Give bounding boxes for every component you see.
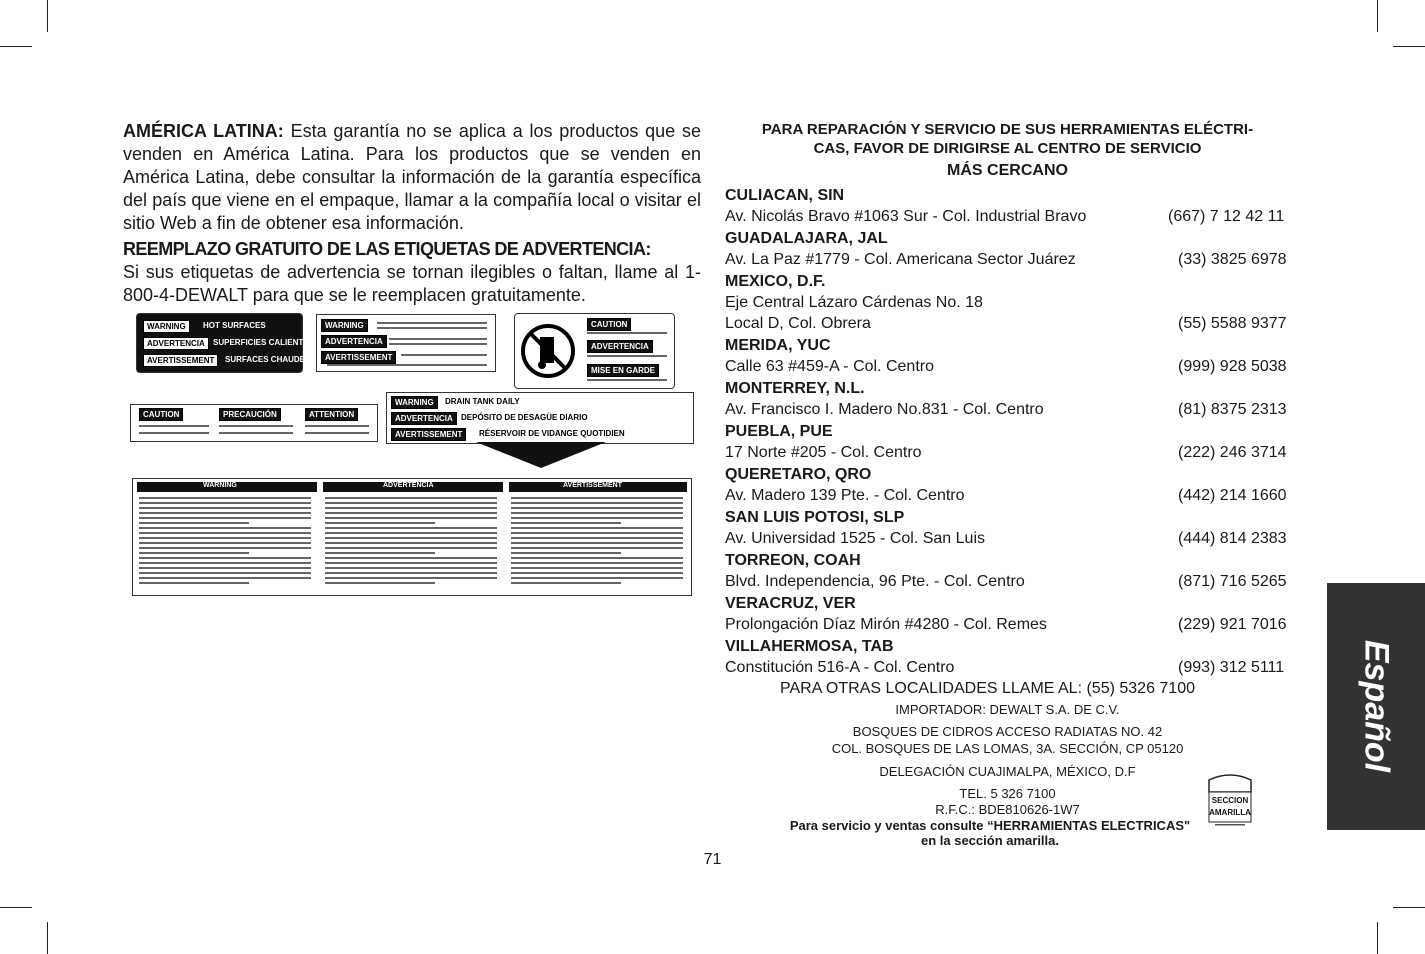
- book-icon: [1205, 770, 1255, 830]
- label-tag: AVERTISSEMENT: [321, 351, 396, 364]
- other-locations: PARA OTRAS LOCALIDADES LLAME AL: (55) 5326 7100: [779, 680, 1195, 697]
- label-fine-print: [325, 572, 497, 574]
- service-center-puebla: [725, 421, 1290, 463]
- label-fine-print: [139, 567, 311, 569]
- label-tag: PRECAUCIÓN: [219, 408, 281, 421]
- label-fine-print: [139, 572, 311, 574]
- latin-america-text: Esta garantía no se aplica a los productos que se venden en América Latina. Para los productos que se venden en América Latina, debe consultar la información de la garantía específica del país que viene en el empaque, llamar a la compañía local o visitar el sitio Web a fin de obtener esa información.: [123, 121, 701, 233]
- label-tag: WARNING: [391, 396, 438, 409]
- crop-mark: [1393, 907, 1425, 908]
- label-text: DRAIN TANK DAILY: [445, 397, 520, 406]
- label-fine-print: [511, 537, 683, 539]
- service-center-torreon: [725, 550, 1290, 592]
- label-fine-print: [511, 567, 683, 569]
- label-fine-print: [325, 517, 497, 519]
- address: Prolongación Díaz Mirón #4280 - Col. Remes: [725, 616, 1047, 633]
- phone: (999) 928 5038: [1178, 358, 1287, 375]
- label-fine-print: [139, 502, 311, 504]
- label-fine-print: [325, 567, 497, 569]
- label-fine-print: [511, 517, 683, 519]
- replacement-text: Si sus etiquetas de advertencia se tornan ilegibles o faltan, llame al 1-800-4-DEWALT para que se le reemplacen gratuitamente.: [123, 262, 701, 305]
- label-tag: WARNING: [143, 320, 190, 333]
- city-name: VILLAHERMOSA, TAB: [725, 638, 894, 655]
- label-fine-print: [325, 557, 497, 559]
- crop-mark: [47, 0, 48, 32]
- address: Local D, Col. Obrera: [725, 315, 871, 332]
- prop65-label: [316, 314, 496, 372]
- service-center-san-luis-potosi: [725, 507, 1290, 549]
- label-fine-print: [139, 512, 311, 514]
- label-fine-print: [139, 432, 209, 434]
- address: Av. Nicolás Bravo #1063 Sur - Col. Industrial Bravo: [725, 208, 1087, 225]
- service-center-merida: [725, 335, 1290, 377]
- label-fine-print: [511, 512, 683, 514]
- latin-america-heading: AMÉRICA LATINA:: [123, 121, 284, 141]
- svg-text:AMARILLA: AMARILLA: [1209, 808, 1251, 817]
- label-fine-print: [325, 507, 497, 509]
- phone: (442) 214 1660: [1178, 487, 1287, 504]
- label-text: SURFACES CHAUDES: [225, 355, 311, 364]
- label-tag: AVERTISSEMENT: [391, 428, 466, 441]
- service-title-line-2: CAS, FAVOR DE DIRIGIRSE AL CENTRO DE SERVICIO: [813, 140, 1202, 157]
- service-center-veracruz: [725, 593, 1290, 635]
- label-fine-print: [325, 547, 497, 549]
- phone: (222) 246 3714: [1178, 444, 1287, 461]
- label-text: RÉSERVOIR DE VIDANGE QUOTIDIEN: [479, 429, 625, 438]
- yellow-pages-note-2: en la sección amarilla.: [920, 833, 1060, 848]
- label-tag: ADVERTENCIA: [321, 335, 387, 348]
- label-fine-print: [511, 527, 683, 529]
- label-fine-print: [305, 425, 369, 427]
- label-fine-print: [587, 355, 667, 357]
- label-fine-print: [139, 557, 311, 559]
- label-fine-print: [389, 343, 487, 345]
- phone: (444) 814 2383: [1178, 530, 1287, 547]
- city-name: SAN LUIS POTOSI, SLP: [725, 509, 905, 526]
- importer-address-2: COL. BOSQUES DE LAS LOMAS, 3A. SECCIÓN, CP 05120: [831, 741, 1184, 756]
- label-fine-print: [511, 522, 621, 524]
- compressor-warning-label: [132, 478, 692, 596]
- city-name: CULIACAN, SIN: [725, 187, 845, 204]
- address: Blvd. Independencia, 96 Pte. - Col. Centro: [725, 573, 1025, 590]
- crop-mark: [1377, 922, 1378, 954]
- label-fine-print: [139, 562, 311, 564]
- label-fine-print: [139, 537, 311, 539]
- label-fine-print: [325, 497, 497, 499]
- drain-tank-label: [386, 392, 694, 444]
- phone: (55) 5588 9377: [1178, 315, 1287, 332]
- label-text: SUPERFICIES CALIENTES: [213, 338, 314, 347]
- read-manual-label: [130, 404, 378, 442]
- label-fine-print: [325, 527, 497, 529]
- crop-mark: [0, 907, 32, 908]
- label-text: DEPÓSITO DE DESAGÜE DIARIO: [461, 413, 588, 422]
- label-text: ADVERTENCIA: [383, 482, 434, 489]
- phone: (667) 7 12 42 11: [1168, 208, 1285, 225]
- label-fine-print: [325, 582, 435, 584]
- replacement-heading: REEMPLAZO GRATUITO DE LAS ETIQUETAS DE ADVERTENCIA:: [123, 239, 651, 259]
- label-fine-print: [139, 577, 311, 579]
- telephone: TEL. 5 326 7100: [959, 786, 1056, 801]
- city-name: GUADALAJARA, JAL: [725, 230, 888, 247]
- label-fine-print: [139, 522, 249, 524]
- label-fine-print: [511, 577, 683, 579]
- no-upright-icon: [520, 323, 576, 379]
- label-fine-print: [511, 557, 683, 559]
- label-fine-print: [325, 552, 435, 554]
- label-fine-print: [139, 507, 311, 509]
- label-tag: CAUTION: [139, 408, 183, 421]
- label-tag: ATTENTION: [305, 408, 358, 421]
- address: Av. La Paz #1779 - Col. Americana Sector Juárez: [725, 251, 1076, 268]
- city-name: VERACRUZ, VER: [725, 595, 856, 612]
- label-tag: AVERTISSEMENT: [143, 354, 218, 367]
- label-fine-print: [511, 532, 683, 534]
- city-name: MERIDA, YUC: [725, 337, 831, 354]
- label-fine-print: [305, 432, 369, 434]
- label-text: WARNING: [203, 482, 237, 489]
- label-fine-print: [511, 502, 683, 504]
- label-fine-print: [511, 572, 683, 574]
- service-centers-column: [725, 120, 1290, 848]
- address: Av. Universidad 1525 - Col. San Luis: [725, 530, 985, 547]
- warning-labels-figure: [130, 310, 702, 595]
- label-fine-print: [139, 517, 311, 519]
- service-center-monterrey: [725, 378, 1290, 420]
- label-fine-print: [325, 542, 497, 544]
- label-fine-print: [219, 425, 293, 427]
- label-fine-print: [139, 547, 311, 549]
- label-fine-print: [511, 507, 683, 509]
- crop-mark: [0, 46, 32, 47]
- label-fine-print: [511, 542, 683, 544]
- city-name: QUERETARO, QRO: [725, 466, 872, 483]
- label-fine-print: [325, 512, 497, 514]
- address: Calle 63 #459-A - Col. Centro: [725, 358, 934, 375]
- importer-address-1: BOSQUES DE CIDROS ACCESO RADIATAS NO. 42: [852, 724, 1163, 739]
- city-name: MONTERREY, N.L.: [725, 380, 865, 397]
- address: Av. Madero 139 Pte. - Col. Centro: [725, 487, 965, 504]
- label-fine-print: [139, 425, 209, 427]
- no-upright-label: [514, 313, 675, 389]
- label-tag: ADVERTENCIA: [391, 412, 457, 425]
- phone: (81) 8375 2313: [1178, 401, 1287, 418]
- yellow-pages-note-1: Para servicio y ventas consulte “HERRAMIENTAS ELECTRICAS": [789, 818, 1191, 833]
- label-fine-print: [325, 532, 497, 534]
- label-fine-print: [511, 552, 621, 554]
- service-center-queretaro: [725, 464, 1290, 506]
- service-center-mexico: [725, 271, 1290, 334]
- service-center-culiacan: [725, 185, 1290, 227]
- label-fine-print: [139, 582, 249, 584]
- service-title-line-1: PARA REPARACIÓN Y SERVICIO DE SUS HERRAMIENTAS ELÉCTRI-: [761, 121, 1254, 138]
- city-name: TORREON, COAH: [725, 552, 861, 569]
- importer: IMPORTADOR: DEWALT S.A. DE C.V.: [895, 702, 1120, 717]
- label-text: HOT SURFACES: [203, 321, 266, 330]
- label-tag: ADVERTENCIA: [143, 337, 209, 350]
- address: Av. Francisco I. Madero No.831 - Col. Centro: [725, 401, 1044, 418]
- phone: (871) 716 5265: [1178, 573, 1287, 590]
- address-line: Eje Central Lázaro Cárdenas No. 18: [725, 294, 983, 311]
- label-fine-print: [587, 332, 667, 334]
- label-fine-print: [219, 432, 293, 434]
- label-fine-print: [139, 532, 311, 534]
- service-center-guadalajara: [725, 228, 1290, 270]
- address: 17 Norte #205 - Col. Centro: [725, 444, 922, 461]
- label-text: AVERTISSEMENT: [563, 482, 622, 489]
- label-tag: ADVERTENCIA: [587, 340, 653, 353]
- service-center-villahermosa: [725, 636, 1290, 678]
- label-fine-print: [139, 552, 249, 554]
- label-fine-print: [325, 577, 497, 579]
- label-fine-print: [325, 562, 497, 564]
- phone: (229) 921 7016: [1178, 616, 1287, 633]
- crop-mark: [47, 922, 48, 954]
- label-fine-print: [511, 497, 683, 499]
- label-fine-print: [325, 537, 497, 539]
- hot-surfaces-label: [136, 313, 314, 373]
- address: Constitución 516-A - Col. Centro: [725, 659, 955, 676]
- page-number: 71: [703, 851, 722, 868]
- label-fine-print: [511, 562, 683, 564]
- seccion-amarilla-logo: [1205, 770, 1255, 830]
- label-fine-print: [325, 502, 497, 504]
- importer-address-3: DELEGACIÓN CUAJIMALPA, MÉXICO, D.F: [879, 764, 1136, 779]
- label-fine-print: [377, 327, 487, 329]
- left-column: [123, 120, 701, 307]
- label-fine-print: [511, 582, 621, 584]
- latin-america-paragraph: [123, 120, 701, 235]
- label-fine-print: [139, 542, 311, 544]
- service-title-line-3: MÁS CERCANO: [947, 162, 1068, 179]
- label-fine-print: [325, 522, 435, 524]
- label-fine-print: [327, 364, 487, 366]
- label-tag: MISE EN GARDE: [587, 364, 659, 377]
- phone: (993) 312 5111: [1178, 659, 1285, 676]
- label-fine-print: [139, 527, 311, 529]
- city-name: PUEBLA, PUE: [725, 423, 833, 440]
- label-fine-print: [587, 379, 667, 381]
- crop-mark: [1393, 46, 1425, 47]
- svg-text:SECCION: SECCION: [1211, 796, 1249, 805]
- label-fine-print: [389, 338, 487, 340]
- drain-arrow-icon: [476, 442, 606, 468]
- label-fine-print: [401, 354, 487, 356]
- phone: (33) 3825 6978: [1178, 251, 1287, 268]
- city-name: MEXICO, D.F.: [725, 273, 826, 290]
- label-tag: WARNING: [321, 319, 368, 332]
- crop-mark: [1377, 0, 1378, 32]
- rfc: R.F.C.: BDE810626-1W7: [935, 802, 1080, 817]
- label-tag: CAUTION: [587, 318, 631, 331]
- label-fine-print: [139, 497, 311, 499]
- label-fine-print: [377, 322, 487, 324]
- label-fine-print: [511, 547, 683, 549]
- language-tab-label: Español: [1357, 639, 1396, 773]
